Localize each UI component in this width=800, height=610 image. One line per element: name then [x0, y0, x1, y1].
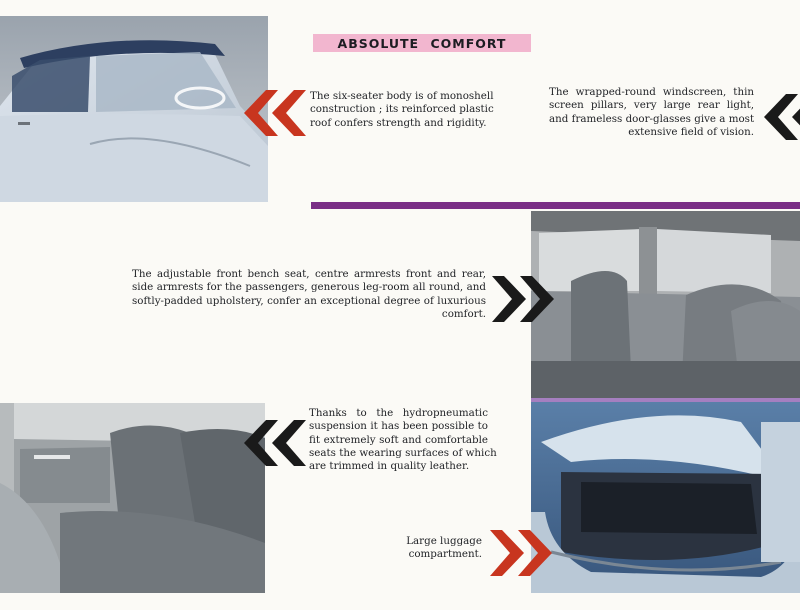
caption-seats: The adjustable front bench seat, centre armrests front and rear, side armrests for the passengers, generous leg-room all round, and softly-padded upholstery, confer an exceptional degree of luxurious comfort.: [132, 268, 486, 320]
arrow-right-icon-red: [490, 530, 556, 576]
caption-luggage: Large luggage compartment.: [406, 535, 482, 561]
caption-suspension: Thanks to the hydropneumatic suspension it has been possible to fit extremely soft and comfortable seats the wearing surfaces of which are trimmed in quality leather.: [309, 407, 497, 473]
arrow-left-icon-red-1: [244, 90, 310, 136]
arrow-left-icon-black-3: [244, 420, 310, 466]
section-title: [313, 34, 531, 52]
caption-body: The six-seater body is of monoshell construction ; its reinforced plastic roof confers strength and rigidity.: [310, 90, 494, 129]
photo-car-exterior: [0, 16, 268, 202]
photo-car-luggage: [531, 402, 800, 593]
arrow-left-icon-black-1: [764, 94, 800, 140]
section-title-text: ABSOLUTE COMFORT: [337, 35, 507, 51]
photo-car-rear-seat: [0, 403, 265, 593]
arrow-left-icon-black-2: [492, 276, 558, 322]
photo-car-interior-front: [531, 211, 800, 398]
section-divider: [311, 202, 800, 209]
caption-windscreen: The wrapped-round windscreen, thin screen pillars, very large rear light, and frameless door-glasses give a most extensive field of vision.: [549, 86, 755, 138]
